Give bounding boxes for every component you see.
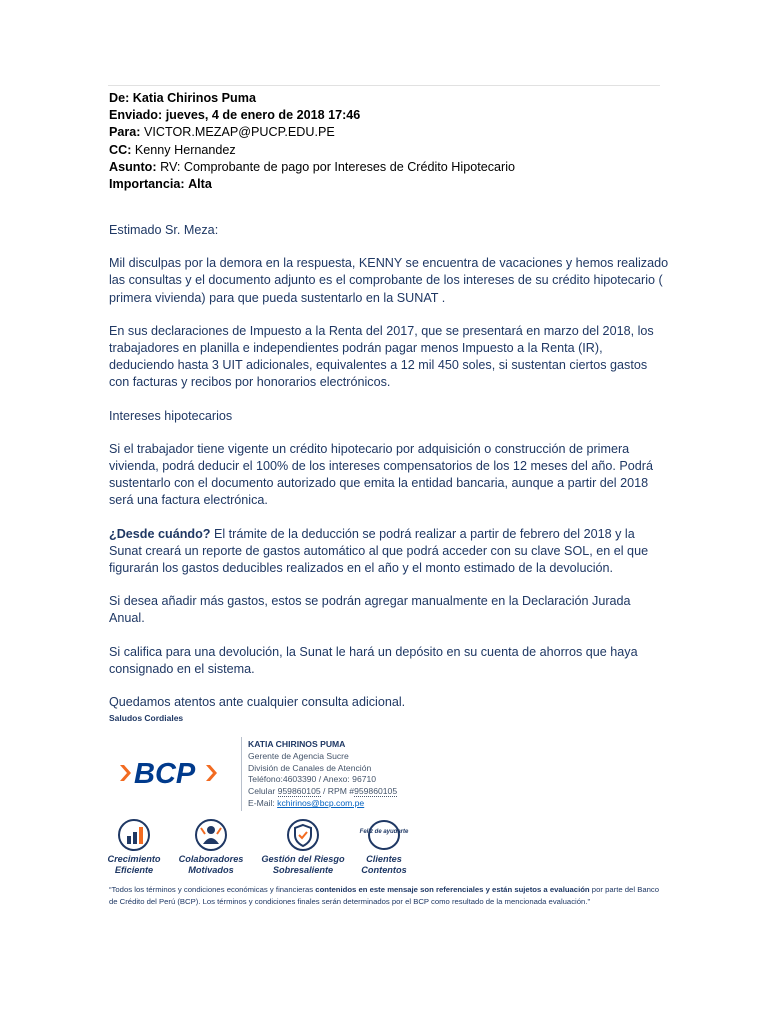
bcp-logo [118, 755, 224, 791]
value-growth-line2: Eficiente [114, 864, 154, 875]
paragraph-add-expenses: Si desea añadir más gastos, estos se podrán agregar manualmente en la Declaración Jurada Anual. [109, 594, 631, 626]
disclaimer-part2: por parte del Banco de Crédito del Perú (BCP). Los términos y condiciones finales serán determinados por el BCP como resultado de la mencionada evaluación.” [109, 885, 660, 906]
cell-number[interactable]: 959860105 [277, 786, 321, 797]
paragraph-refund: Si califica para una devolución, la Sunat le hará un depósito en su cuenta de ahorros que haya consignado en el sistema. [109, 644, 638, 676]
rpm-number[interactable]: 959860105 [354, 786, 398, 797]
cc-value[interactable]: Kenny Hernandez [134, 142, 236, 157]
value-team-line2: Motivados [188, 864, 234, 875]
value-risk-line1: Gestión del Riesgo [261, 854, 345, 864]
growth-icon [117, 818, 151, 852]
shield-icon [286, 818, 320, 852]
value-team-line1: Colaboradores [178, 854, 244, 864]
paragraph-since-when [109, 526, 669, 578]
email-header [109, 90, 515, 193]
bcp-logo-text: BCP [134, 758, 196, 790]
team-icon [194, 818, 228, 852]
signature-divider [241, 737, 242, 811]
rpm-label: / RPM # [320, 786, 355, 797]
signature-division: División de Canales de Atención [248, 762, 372, 773]
from-field: De: Katia Chirinos Puma [109, 91, 256, 105]
disclaimer-part1: “Todos los términos y condiciones económicas y financieras [109, 885, 316, 894]
signature-phone: Teléfono:4603390 / Anexo: 96710 [248, 774, 377, 785]
signature-block [248, 739, 397, 810]
paragraph-apology: Mil disculpas por la demora en la respuesta, KENNY se encuentra de vacaciones y hemos realizado las consultas y el documento adjunto es el comprobante de los intereses de su crédito hipotecario ( primera vivienda) para que pueda sustentarlo en la SUNAT . [109, 256, 669, 305]
greeting: Estimado Sr. Meza: [109, 223, 219, 237]
paragraph-deduction: Si el trabajador tiene vigente un crédito hipotecario por adquisición o construcción de primera vivienda, podrá deducir el 100% de los intereses compensatorios de los 12 meses del año. Podrá sustentarlo con el documento autorizado que emita la entidad bancaria, aunque a partir del 2018 será una factura electrónica. [109, 441, 653, 508]
sent-value: jueves, 4 de enero de 2018 17:46 [165, 108, 361, 123]
importance-label: Importancia: [109, 177, 185, 192]
subject-value: RV: Comprobante de pago por Intereses de Crédito Hipotecario [160, 159, 516, 174]
header-divider [108, 85, 660, 86]
subtitle-mortgage-interest: Intereses hipotecarios [109, 408, 233, 423]
value-risk [256, 818, 350, 875]
value-clients-line2: Contentos [361, 864, 407, 875]
signature-name: KATIA CHIRINOS PUMA [248, 739, 346, 749]
cc-label: CC: [109, 142, 132, 157]
value-growth-line1: Crecimiento [107, 854, 161, 864]
to-value[interactable]: VICTOR.MEZAP@PUCP.EDU.PE [144, 125, 335, 140]
value-growth [104, 818, 164, 875]
regards: Saludos Cordiales [109, 713, 184, 723]
disclaimer-bold: contenidos en este mensaje son referenciales y están sujetos a evaluación [315, 885, 590, 894]
value-clients-line1: Clientes [366, 854, 402, 864]
since-when-text: El trámite de la deducción se podrá realizar a partir de febrero del 2018 y la Sunat creará un reporte de gastos automático al que podrá acceder con su clave SOL, en el que figurarán los gastos deducibles realizados en el año y el monto estimado de la devolución. [109, 526, 649, 576]
happy-client-badge-text: Feliz de ayudarte [359, 829, 409, 835]
value-risk-line2: Sobresaliente [272, 864, 334, 875]
happy-client-icon [359, 818, 409, 852]
paragraph-tax-declaration: En sus declaraciones de Impuesto a la Renta del 2017, que se presentará en marzo del 2018, los trabajadores en planilla e independientes podrán pagar menos Impuesto a la Renta (IR), deduciendo hasta 3 UIT adicionales, equivalentes a 12 mil 450 soles, si sustentan ciertos gastos con facturas y recibos por honorarios electrónicos. [109, 323, 654, 390]
to-label: Para: [109, 125, 141, 140]
email-label: E-Mail: [248, 797, 278, 808]
paragraph-closing: Quedamos atentos ante cualquier consulta adicional. [109, 695, 406, 710]
since-when-question: ¿Desde cuándo? [109, 526, 211, 541]
cell-label: Celular [248, 786, 278, 797]
sent-label: Enviado: [109, 108, 163, 123]
signature-email-row [248, 798, 397, 810]
subject-label: Asunto: [109, 159, 157, 174]
value-clients [352, 818, 416, 875]
importance-value: Alta [188, 177, 212, 192]
signature-title: Gerente de Agencia Sucre [248, 750, 349, 761]
value-team [176, 818, 246, 875]
email-body [109, 222, 669, 727]
disclaimer [109, 884, 659, 908]
signature-cell-row [248, 786, 397, 798]
email-link[interactable]: kchirinos@bcp.com.pe [277, 797, 365, 808]
